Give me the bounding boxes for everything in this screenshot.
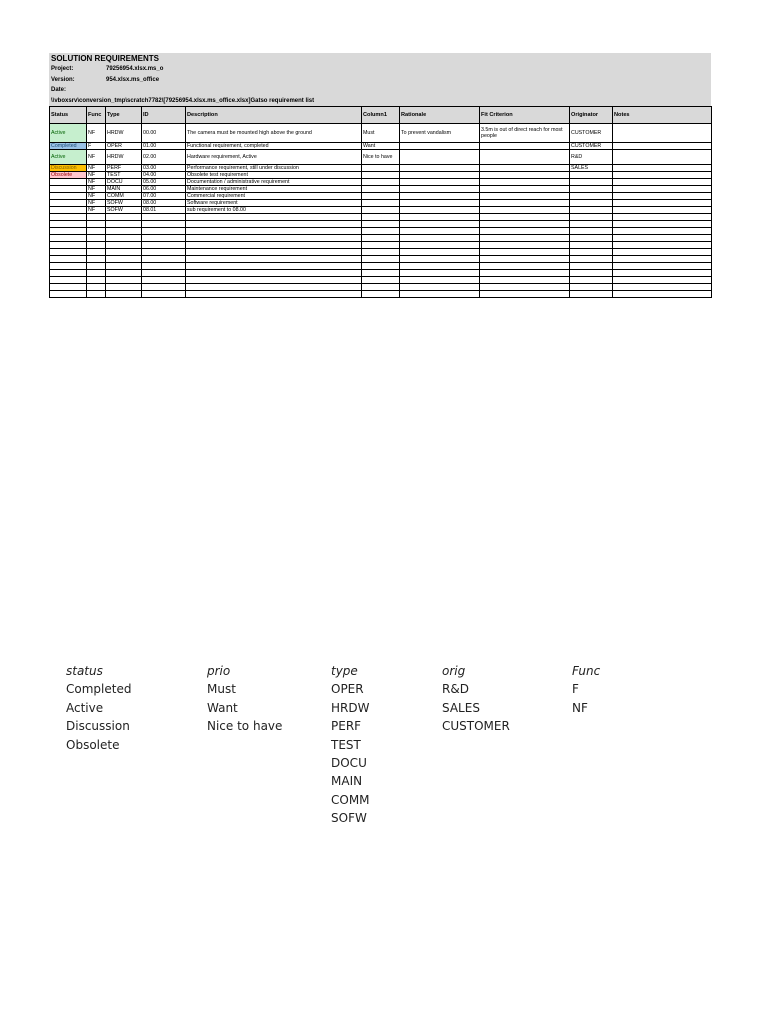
cell-notes[interactable]: [613, 276, 712, 283]
cell-description[interactable]: Performance requirement, still under discussion: [186, 164, 362, 171]
table-row: [50, 142, 712, 149]
list-item: CUSTOMER: [442, 719, 510, 734]
cell-notes[interactable]: [613, 199, 712, 206]
table-row: [50, 149, 712, 164]
cell-rationale[interactable]: [400, 283, 480, 290]
cell-id[interactable]: 00.00: [142, 123, 186, 142]
table-row: [50, 220, 712, 227]
cell-description[interactable]: [186, 262, 362, 269]
cell-column1[interactable]: [362, 178, 400, 185]
cell-id[interactable]: 08.00: [142, 199, 186, 206]
cell-type[interactable]: OPER: [106, 142, 142, 149]
cell-column1[interactable]: [362, 171, 400, 178]
cell-rationale[interactable]: [400, 142, 480, 149]
cell-type[interactable]: [106, 283, 142, 290]
cell-status[interactable]: [50, 234, 87, 241]
table-row: [50, 192, 712, 199]
cell-notes[interactable]: [613, 234, 712, 241]
cell-id[interactable]: [142, 227, 186, 234]
cell-column1[interactable]: [362, 185, 400, 192]
cell-fit-criterion[interactable]: [480, 171, 570, 178]
list-item: Completed: [66, 682, 132, 697]
list-item: OPER: [331, 682, 364, 697]
cell-column1[interactable]: [362, 220, 400, 227]
cell-originator[interactable]: [570, 290, 613, 297]
cell-rationale[interactable]: [400, 199, 480, 206]
table-row: [50, 171, 712, 178]
cell-column1[interactable]: [362, 248, 400, 255]
cell-fit-criterion[interactable]: [480, 199, 570, 206]
cell-type[interactable]: [106, 262, 142, 269]
cell-rationale[interactable]: [400, 213, 480, 220]
cell-originator[interactable]: [570, 262, 613, 269]
requirements-sheet: [49, 53, 711, 298]
list-item: SALES: [442, 700, 480, 715]
cell-func[interactable]: [87, 262, 106, 269]
list-item: Discussion: [66, 719, 130, 734]
table-row: [50, 276, 712, 283]
cell-type[interactable]: [106, 227, 142, 234]
cell-originator[interactable]: [570, 234, 613, 241]
cell-status[interactable]: Obsolete: [50, 171, 87, 178]
list-orig-header: orig: [442, 664, 466, 678]
list-status: [66, 662, 131, 754]
cell-originator[interactable]: [570, 276, 613, 283]
list-item: Must: [207, 682, 236, 697]
cell-fit-criterion[interactable]: [480, 269, 570, 276]
cell-description[interactable]: [186, 241, 362, 248]
cell-func[interactable]: NF: [87, 178, 106, 185]
list-item: HRDW: [331, 700, 370, 715]
cell-type[interactable]: [106, 213, 142, 220]
cell-id[interactable]: [142, 255, 186, 262]
table-row: [50, 164, 712, 171]
cell-originator[interactable]: [570, 255, 613, 262]
cell-status[interactable]: [50, 199, 87, 206]
table-row: [50, 178, 712, 185]
list-item: DOCU: [331, 755, 367, 770]
cell-originator[interactable]: [570, 283, 613, 290]
header-description[interactable]: Description: [186, 106, 362, 123]
cell-id[interactable]: [142, 276, 186, 283]
cell-status[interactable]: [50, 220, 87, 227]
cell-rationale[interactable]: [400, 220, 480, 227]
list-item: NF: [572, 700, 588, 715]
cell-column1[interactable]: [362, 290, 400, 297]
table-row: [50, 185, 712, 192]
list-item: TEST: [331, 737, 361, 752]
cell-func[interactable]: [87, 290, 106, 297]
cell-originator[interactable]: [570, 227, 613, 234]
cell-fit-criterion[interactable]: [480, 241, 570, 248]
table-row: [50, 255, 712, 262]
list-func-header: Func: [572, 664, 601, 678]
cell-fit-criterion[interactable]: [480, 262, 570, 269]
cell-status[interactable]: [50, 178, 87, 185]
table-row: [50, 290, 712, 297]
sheet-title: SOLUTION REQUIREMENTS: [51, 54, 160, 63]
cell-func[interactable]: [87, 220, 106, 227]
cell-id[interactable]: 03.00: [142, 164, 186, 171]
cell-description[interactable]: [186, 255, 362, 262]
cell-fit-criterion[interactable]: [480, 178, 570, 185]
cell-id[interactable]: 02.00: [142, 149, 186, 164]
cell-func[interactable]: [87, 255, 106, 262]
cell-type[interactable]: TEST: [106, 171, 142, 178]
cell-id[interactable]: [142, 213, 186, 220]
cell-column1[interactable]: [362, 269, 400, 276]
header-fit-criterion[interactable]: Fit Criterion: [480, 106, 570, 123]
cell-func[interactable]: NF: [87, 171, 106, 178]
cell-id[interactable]: [142, 241, 186, 248]
cell-status[interactable]: [50, 269, 87, 276]
cell-description[interactable]: sub requirement to 08.00: [186, 206, 362, 213]
header-column1[interactable]: Column1: [362, 106, 400, 123]
list-item: Obsolete: [66, 737, 120, 752]
cell-notes[interactable]: [613, 142, 712, 149]
cell-rationale[interactable]: [400, 192, 480, 199]
cell-fit-criterion[interactable]: [480, 206, 570, 213]
cell-description[interactable]: Obsolete test requirement: [186, 171, 362, 178]
cell-type[interactable]: DOCU: [106, 178, 142, 185]
cell-rationale[interactable]: [400, 248, 480, 255]
list-item: F: [572, 682, 579, 697]
cell-id[interactable]: 06.00: [142, 185, 186, 192]
cell-fit-criterion[interactable]: [480, 276, 570, 283]
header-notes[interactable]: Notes: [613, 106, 712, 123]
cell-rationale[interactable]: [400, 227, 480, 234]
cell-func[interactable]: [87, 269, 106, 276]
cell-description[interactable]: [186, 276, 362, 283]
list-type: [331, 662, 370, 828]
cell-originator[interactable]: [570, 213, 613, 220]
cell-type[interactable]: [106, 220, 142, 227]
table-row: [50, 199, 712, 206]
version-value: 954.xlsx.ms_office: [106, 76, 160, 83]
cell-column1[interactable]: [362, 262, 400, 269]
cell-fit-criterion[interactable]: [480, 185, 570, 192]
cell-column1[interactable]: [362, 206, 400, 213]
cell-column1[interactable]: [362, 213, 400, 220]
cell-description[interactable]: Commercial requirement: [186, 192, 362, 199]
cell-column1[interactable]: Must: [362, 123, 400, 142]
cell-notes[interactable]: [613, 241, 712, 248]
cell-fit-criterion[interactable]: [480, 290, 570, 297]
cell-notes[interactable]: [613, 269, 712, 276]
date-label: Date:: [51, 87, 67, 93]
cell-notes[interactable]: [613, 149, 712, 164]
cell-id[interactable]: [142, 290, 186, 297]
cell-func[interactable]: NF: [87, 185, 106, 192]
cell-description[interactable]: [186, 234, 362, 241]
list-item: R&D: [442, 682, 469, 697]
cell-description[interactable]: [186, 283, 362, 290]
cell-fit-criterion[interactable]: [480, 149, 570, 164]
cell-status[interactable]: [50, 241, 87, 248]
list-item: Active: [66, 700, 104, 715]
cell-id[interactable]: [142, 220, 186, 227]
list-item: SOFW: [331, 811, 367, 826]
cell-func[interactable]: [87, 213, 106, 220]
table-row: [50, 213, 712, 220]
cell-status[interactable]: [50, 185, 87, 192]
cell-rationale[interactable]: [400, 178, 480, 185]
cell-rationale[interactable]: [400, 276, 480, 283]
cell-rationale[interactable]: [400, 269, 480, 276]
cell-type[interactable]: [106, 276, 142, 283]
cell-rationale[interactable]: [400, 206, 480, 213]
cell-status[interactable]: [50, 192, 87, 199]
list-status-header: status: [66, 664, 103, 678]
cell-id[interactable]: 08.01: [142, 206, 186, 213]
cell-status[interactable]: [50, 290, 87, 297]
table-header-row: [50, 106, 712, 123]
cell-description[interactable]: [186, 227, 362, 234]
list-item: Want: [207, 700, 238, 715]
cell-rationale[interactable]: [400, 241, 480, 248]
cell-fit-criterion[interactable]: [480, 142, 570, 149]
cell-type[interactable]: SOFW: [106, 206, 142, 213]
cell-originator[interactable]: [570, 199, 613, 206]
cell-notes[interactable]: [613, 262, 712, 269]
cell-func[interactable]: NF: [87, 206, 106, 213]
cell-originator[interactable]: CUSTOMER: [570, 142, 613, 149]
cell-originator[interactable]: [570, 171, 613, 178]
table-row: [50, 123, 712, 142]
cell-type[interactable]: HRDW: [106, 149, 142, 164]
cell-notes[interactable]: [613, 164, 712, 171]
cell-originator[interactable]: [570, 206, 613, 213]
cell-column1[interactable]: [362, 255, 400, 262]
cell-originator[interactable]: [570, 185, 613, 192]
cell-notes[interactable]: [613, 185, 712, 192]
cell-func[interactable]: NF: [87, 192, 106, 199]
cell-rationale[interactable]: [400, 164, 480, 171]
cell-rationale[interactable]: [400, 171, 480, 178]
list-prio-header: prio: [207, 664, 231, 678]
list-item: COMM: [331, 792, 370, 807]
cell-fit-criterion[interactable]: [480, 213, 570, 220]
header-func[interactable]: Func: [87, 106, 106, 123]
cell-originator[interactable]: [570, 178, 613, 185]
table-row: [50, 227, 712, 234]
cell-func[interactable]: F: [87, 142, 106, 149]
cell-status[interactable]: [50, 262, 87, 269]
cell-id[interactable]: [142, 248, 186, 255]
cell-description[interactable]: [186, 220, 362, 227]
cell-originator[interactable]: CUSTOMER: [570, 123, 613, 142]
cell-column1[interactable]: [362, 234, 400, 241]
cell-column1[interactable]: [362, 227, 400, 234]
cell-type[interactable]: [106, 241, 142, 248]
table-row: [50, 283, 712, 290]
list-item: MAIN: [331, 774, 363, 789]
cell-originator[interactable]: SALES: [570, 164, 613, 171]
cell-description[interactable]: Maintenance requirement: [186, 185, 362, 192]
list-type-header: type: [331, 664, 358, 678]
cell-type[interactable]: SOFW: [106, 199, 142, 206]
cell-fit-criterion[interactable]: [480, 227, 570, 234]
cell-notes[interactable]: [613, 123, 712, 142]
cell-status[interactable]: Discussion: [50, 164, 87, 171]
cell-originator[interactable]: [570, 220, 613, 227]
version-row: [51, 75, 709, 86]
cell-description[interactable]: Software requirement: [186, 199, 362, 206]
cell-notes[interactable]: [613, 227, 712, 234]
project-value: 79256954.xlsx.ms_o: [106, 66, 164, 72]
cell-originator[interactable]: [570, 241, 613, 248]
list-prio: [207, 662, 282, 736]
cell-status[interactable]: Active: [50, 149, 87, 164]
cell-id[interactable]: 07.00: [142, 192, 186, 199]
cell-description[interactable]: Documentation / administrative requirement: [186, 178, 362, 185]
list-item: Nice to have: [207, 719, 283, 734]
cell-column1[interactable]: [362, 199, 400, 206]
cell-notes[interactable]: [613, 248, 712, 255]
cell-func[interactable]: NF: [87, 164, 106, 171]
cell-type[interactable]: [106, 269, 142, 276]
cell-column1[interactable]: [362, 276, 400, 283]
cell-type[interactable]: [106, 290, 142, 297]
cell-status[interactable]: [50, 248, 87, 255]
cell-type[interactable]: [106, 255, 142, 262]
cell-type[interactable]: PERF: [106, 164, 142, 171]
cell-column1[interactable]: [362, 283, 400, 290]
cell-status[interactable]: Completed: [50, 142, 87, 149]
cell-fit-criterion[interactable]: [480, 255, 570, 262]
cell-notes[interactable]: [613, 206, 712, 213]
cell-type[interactable]: [106, 248, 142, 255]
cell-id[interactable]: 04.00: [142, 171, 186, 178]
cell-func[interactable]: [87, 234, 106, 241]
cell-type[interactable]: MAIN: [106, 185, 142, 192]
cell-rationale[interactable]: [400, 255, 480, 262]
cell-rationale[interactable]: [400, 262, 480, 269]
cell-rationale[interactable]: To prevent vandalism: [400, 123, 480, 142]
cell-description[interactable]: [186, 269, 362, 276]
cell-id[interactable]: 01.00: [142, 142, 186, 149]
cell-notes[interactable]: [613, 213, 712, 220]
cell-description[interactable]: [186, 248, 362, 255]
cell-originator[interactable]: [570, 248, 613, 255]
cell-func[interactable]: NF: [87, 199, 106, 206]
file-path: \\vboxsrv\conversion_tmp\scratch7782\[79256954.xlsx.ms_office.xlsx]Gatso requirement list: [51, 97, 315, 104]
cell-fit-criterion[interactable]: [480, 220, 570, 227]
cell-func[interactable]: NF: [87, 123, 106, 142]
cell-column1[interactable]: Nice to have: [362, 149, 400, 164]
cell-description[interactable]: [186, 213, 362, 220]
cell-column1[interactable]: [362, 241, 400, 248]
cell-func[interactable]: [87, 248, 106, 255]
date-row: [51, 85, 709, 96]
cell-func[interactable]: [87, 227, 106, 234]
table-row: [50, 234, 712, 241]
project-label: Project:: [51, 66, 74, 72]
table-row: [50, 241, 712, 248]
cell-originator[interactable]: [570, 269, 613, 276]
cell-type[interactable]: [106, 234, 142, 241]
table-row: [50, 206, 712, 213]
cell-fit-criterion[interactable]: [480, 192, 570, 199]
cell-notes[interactable]: [613, 220, 712, 227]
project-row: [51, 64, 709, 75]
sheet-header: [49, 53, 711, 106]
cell-status[interactable]: [50, 276, 87, 283]
cell-status[interactable]: [50, 227, 87, 234]
cell-originator[interactable]: R&D: [570, 149, 613, 164]
table-row: [50, 248, 712, 255]
cell-description[interactable]: [186, 290, 362, 297]
cell-rationale[interactable]: [400, 149, 480, 164]
cell-type[interactable]: COMM: [106, 192, 142, 199]
cell-rationale[interactable]: [400, 290, 480, 297]
list-item: PERF: [331, 719, 362, 734]
table-row: [50, 269, 712, 276]
header-type[interactable]: Type: [106, 106, 142, 123]
cell-id[interactable]: [142, 269, 186, 276]
cell-rationale[interactable]: [400, 185, 480, 192]
cell-status[interactable]: [50, 206, 87, 213]
version-label: Version:: [51, 76, 75, 83]
table-row: [50, 262, 712, 269]
cell-status[interactable]: [50, 283, 87, 290]
cell-notes[interactable]: [613, 192, 712, 199]
cell-status[interactable]: Active: [50, 123, 87, 142]
cell-column1[interactable]: [362, 164, 400, 171]
cell-notes[interactable]: [613, 255, 712, 262]
cell-fit-criterion[interactable]: 3.5m is out of direct reach for most people: [480, 123, 570, 142]
cell-description[interactable]: Hardware requirement, Active: [186, 149, 362, 164]
cell-description[interactable]: Functional requirement, completed: [186, 142, 362, 149]
cell-func[interactable]: [87, 276, 106, 283]
cell-func[interactable]: [87, 283, 106, 290]
table-body: [50, 123, 712, 297]
cell-rationale[interactable]: [400, 234, 480, 241]
cell-column1[interactable]: Want: [362, 142, 400, 149]
cell-id[interactable]: [142, 234, 186, 241]
cell-type[interactable]: HRDW: [106, 123, 142, 142]
cell-status[interactable]: [50, 213, 87, 220]
cell-id[interactable]: [142, 262, 186, 269]
cell-fit-criterion[interactable]: [480, 283, 570, 290]
requirements-table: [49, 106, 712, 298]
cell-func[interactable]: NF: [87, 149, 106, 164]
cell-fit-criterion[interactable]: [480, 248, 570, 255]
cell-fit-criterion[interactable]: [480, 234, 570, 241]
cell-description[interactable]: The camera must be mounted high above the ground: [186, 123, 362, 142]
header-rationale[interactable]: Rationale: [400, 106, 480, 123]
header-id[interactable]: ID: [142, 106, 186, 123]
cell-id[interactable]: [142, 283, 186, 290]
cell-column1[interactable]: [362, 192, 400, 199]
cell-notes[interactable]: [613, 283, 712, 290]
cell-originator[interactable]: [570, 192, 613, 199]
list-orig: [442, 662, 510, 736]
cell-status[interactable]: [50, 255, 87, 262]
cell-fit-criterion[interactable]: [480, 164, 570, 171]
cell-notes[interactable]: [613, 171, 712, 178]
header-originator[interactable]: Originator: [570, 106, 613, 123]
cell-func[interactable]: [87, 241, 106, 248]
header-status[interactable]: Status: [50, 106, 87, 123]
cell-notes[interactable]: [613, 290, 712, 297]
cell-id[interactable]: 05.00: [142, 178, 186, 185]
cell-notes[interactable]: [613, 178, 712, 185]
list-func: [572, 662, 600, 717]
